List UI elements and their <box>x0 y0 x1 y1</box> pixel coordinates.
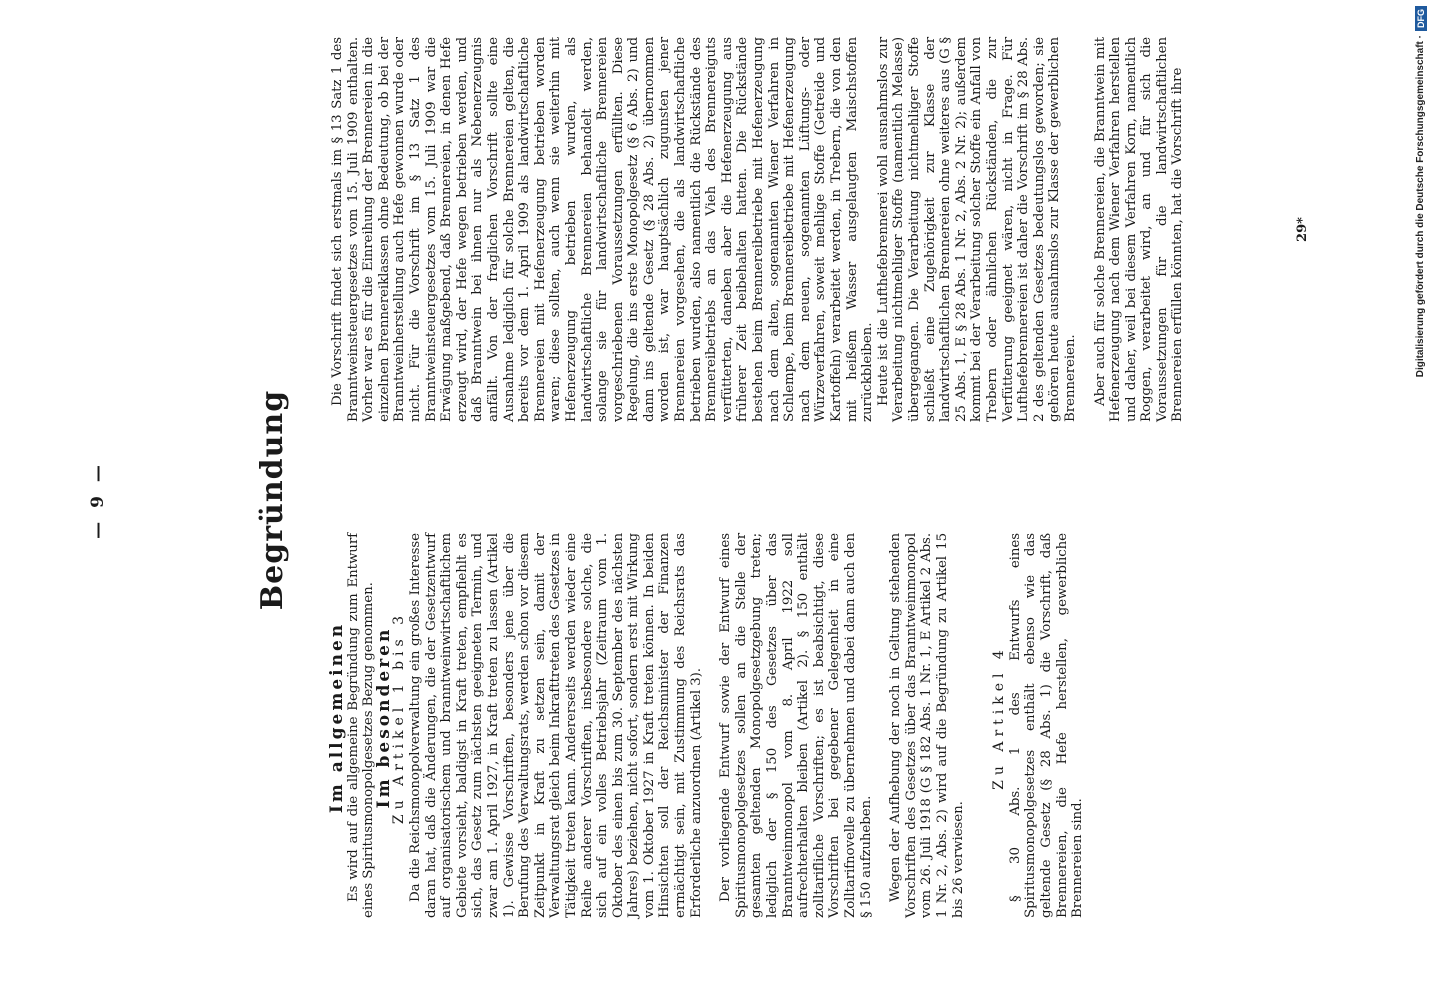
right-column <box>330 37 1186 422</box>
paragraph-left-1: Da die Reichsmonopolverwaltung ein großes Interesse daran hat, daß die Änderungen, die der Gesetzentwurf auf organisatorischem und branntweinwirtschaftlichem Gebiete vorsieht, baldigst in Kraft treten, empfiehlt es sich, das Gesetz zum nächsten geeigneten Termin, und zwar am 1. April 1927, in Kraft treten zu lassen (Artikel 1). Gewisse Vorschriften, besonders jene über die Berufung des Verwaltungsrats, werden schon vor diesem Zeitpunkt in Kraft zu setzen sein, damit der Verwaltungsrat gleich beim Inkrafttreten des Gesetzes in Tätigkeit treten kann. Andererseits werden wieder eine Reihe anderer Vorschriften, insbesondere solche, die sich auf ein volles Betriebsjahr (Zeitraum vom 1. Oktober des einen bis zum 30. September des nächsten Jahres) beziehen, nicht sofort, sondern erst mit Wirkung vom 1. Oktober 1927 in Kraft treten können. In beiden Hinsichten soll der Reichsminister der Finanzen ermächtigt sein, mit Zustimmung des Reichsrats das Erforderliche anzuordnen (Artikel 3). <box>407 533 704 918</box>
main-heading: Begründung <box>255 389 290 611</box>
dfg-logo: DFG <box>1415 6 1427 31</box>
paragraph-left-2: Der vorliegende Entwurf sowie der Entwurf eines Spiritusmonopolgesetzes sollen an die Stelle der gesamten geltenden Monopolgesetzgebung treten; lediglich der § 150 des Gesetzes über das Branntweinmonopol vom 8. April 1922 soll aufrechterhalten bleiben (Artikel 2). § 150 enthält zolltarifliche Vorschriften; es ist beabsichtigt, diese Vorschriften bei gegebener Gelegenheit in eine Zolltarifnovelle zu übernehmen und dabei dann auch den § 150 aufzuheben. <box>718 533 874 918</box>
left-column <box>327 533 1086 918</box>
paragraph-right-3: Aber auch für solche Brennereien, die Branntwein mit Hefenerzeugung nach dem Wiener Verfahren herstellen und daher, weil bei diesem Verfahren Korn, namentlich Roggen, verarbeitet wird, an und für sich die Voraussetzungen für die landwirtschaftlichen Brennereien erfüllen könnten, hat die Vorschrift ihre <box>1092 37 1186 422</box>
paragraph-left-4: § 30 Abs. 1 des Entwurfs eines Spiritusmonopolgesetzes enthält ebenso wie das geltende Gesetz (§ 28 Abs. 1) die Vorschrift, daß Brennereien, die Hefe herstellen, gewerbliche Brennereien sind. <box>1007 533 1086 918</box>
article-4-heading: Zu Artikel 4 <box>991 645 1008 790</box>
special-heading: Im besonderen <box>373 626 394 809</box>
digitization-note-text: Digitalisierung gefördert durch die Deutsche Forschungsgemeinschaft · <box>1415 35 1426 378</box>
page-signature: 29* <box>1295 217 1310 242</box>
paragraph-right-1: Die Vorschrift findet sich erstmals im § 13 Satz 1 des Branntweinsteuergesetzes vom 15. Juli 1909 enthalten. Vorher war es für die Einreihung der Brennereien in die einzelnen Brennereiklassen ohne Bedeutung, ob bei der Branntweinherstellung auch Hefe gewonnen wurde oder nicht. Für die Vorschrift im § 13 Satz 1 des Branntweinsteuergesetzes vom 15. Juli 1909 war die Erwägung maßgebend, daß Brennereien, in denen Hefe erzeugt wird, der Hefe wegen betrieben werden, und daß Branntwein bei ihnen nur als Nebenerzeugnis anfällt. Von der fraglichen Vorschrift sollte eine Ausnahme lediglich für solche Brennereien gelten, die bereits vor dem 1. April 1909 als landwirtschaftliche Brennereien mit Hefenerzeugung betrieben worden waren; diese sollten, auch wenn sie weiterhin mit Hefenerzeugung betrieben wurden, als landwirtschaftliche Brennereien behandelt werden, solange sie für landwirtschaftliche Brennereien vorgeschriebenen Voraussetzungen erfüllten. Diese Regelung, die ins erste Monopolgesetz (§ 6 Abs. 2) und dann ins geltende Gesetz (§ 28 Abs. 2) übernommen worden ist, war hauptsächlich zugunsten jener Brennereien vorgesehen, die als landwirtschaftliche betrieben wurden, also namentlich die Rückstände des Brennereibetriebs an das Vieh des Brennereiguts verfütterten, daneben aber die Hefenerzeugung aus früherer Zeit beibehalten hatten. Die Rückstände bestehen beim Brennereibetriebe mit Hefenerzeugung nach dem alten, sogenannten Wiener Verfahren in Schlempe, beim Brennereibetriebe mit Hefenerzeugung nach dem neuen, sogenannten Lüftungs- oder Würzeverfahren, soweit mehlige Stoffe (Getreide und Kartoffeln) verarbeitet werden, in Trebern, die von den mit heißem Wasser ausgelaugten Maischstoffen zurückbleiben. <box>330 37 876 422</box>
digitization-note <box>1414 6 1428 991</box>
general-heading: Im allgemeinen <box>327 621 347 814</box>
paragraph-left-3: Wegen der Aufhebung der noch in Geltung stehenden Vorschriften des Gesetzes über das Branntweinmonopol vom 26. Juli 1918 (G § 182 Abs. 1 Nr. 1, E Artikel 2 Abs. 1 Nr. 2, Abs. 2) wird auf die Begründung zu Artikel 15 bis 26 verwiesen. <box>888 533 966 918</box>
paragraph-right-2: Heute ist die Lufthefebrennerei wohl ausnahmslos zur Verarbeitung nichtmehliger Stoffe (namentlich Melasse) übergegangen. Die Verarbeitung nichtmehliger Stoffe schließt eine Zugehörigkeit zur Klasse der landwirtschaftlichen Brennereien ohne weiteres aus (G § 25 Abs. 1, E § 28 Abs. 1 Nr. 2, Abs. 2 Nr. 2); außerdem kommt bei der Verarbeitung solcher Stoffe ein Anfall von Trebern oder ähnlichen Rückständen, die zur Verfütterung geeignet wären, nicht in Frage. Für Lufthefebrennereien ist daher die Vorschrift im § 28 Abs. 2 des geltenden Gesetzes bedeutungslos geworden; sie gehören heute ausnahmslos zur Klasse der gewerblichen Brennereien. <box>875 37 1078 422</box>
general-text: Es wird auf die allgemeine Begründung zum Entwurf eines Spiritusmonopolgesetzes Bezug genommen. <box>345 533 377 918</box>
articles-1-3-heading: Zu Artikel 1 bis 3 <box>391 610 408 825</box>
page-number: — 9 — <box>88 461 108 539</box>
